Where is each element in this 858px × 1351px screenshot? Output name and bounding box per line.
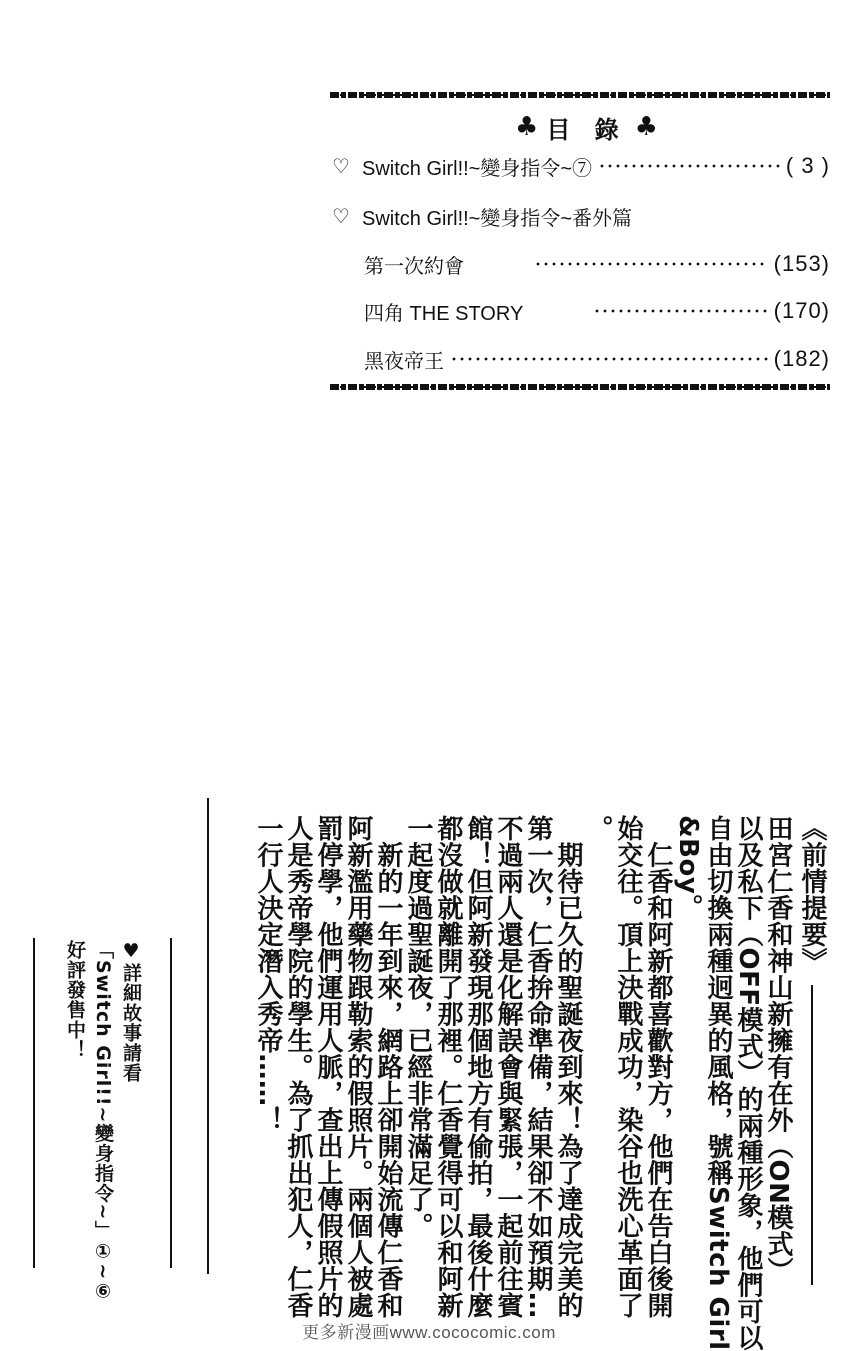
heading-rule <box>811 985 813 1285</box>
heart-outline-icon: ♡ <box>332 205 350 228</box>
note-line: 「Switch Girl!!~變身指令~」①~⑥ <box>92 940 114 1304</box>
synopsis-line: 都沒做就離開了那裡。仁香覺得可以和阿新 <box>433 815 463 1319</box>
toc-entry-four-corners <box>364 295 830 327</box>
note-rule <box>33 938 35 1268</box>
note-line: ♥詳細故事請看 <box>120 940 142 1083</box>
dot-leader <box>450 357 768 361</box>
heart-outline-icon: ♡ <box>332 155 350 178</box>
synopsis-line: 一行人決定潛入秀帝……！ <box>253 815 283 1133</box>
toc-entry-label: 黑夜帝王 <box>364 350 444 373</box>
toc-entry-page: (153) <box>773 251 830 276</box>
toc-entry-first-date <box>364 248 830 280</box>
synopsis-line: 罰停學，他們運用人脈，查出上傳假照片的 <box>313 815 343 1319</box>
toc-entry-label: Switch Girl!!~變身指令~⑦ <box>362 157 593 180</box>
synopsis-line: 一起度過聖誕夜，已經非常滿足了。 <box>403 815 433 1239</box>
synopsis-line: 阿新濫用藥物跟勒索的假照片。兩個人被處 <box>343 815 373 1319</box>
toc-entry-extra <box>330 200 830 232</box>
note-rule <box>170 938 172 1268</box>
synopsis-line: 田宮仁香和神山新擁有在外（ON模式） <box>763 815 793 1284</box>
toc-entry-page: (182) <box>773 346 830 371</box>
toc-entry-page: ( 3 ) <box>785 153 830 178</box>
synopsis-line: 仁香和阿新都喜歡對方，他們在告白後開 <box>643 815 673 1319</box>
synopsis-line: 始交往。頂上決戰成功，染谷也洗心革面了 <box>613 815 643 1319</box>
toc-entry-label: Switch Girl!!~變身指令~番外篇 <box>362 207 633 230</box>
divider-line <box>207 798 209 1274</box>
dot-leader <box>534 262 768 266</box>
dot-leader <box>593 309 767 313</box>
toc-bottom-rule <box>330 384 830 390</box>
toc-entry-night-emperor <box>364 343 830 375</box>
synopsis-line: 以及私下（OFF模式）的兩種形象，他們可以 <box>733 815 763 1351</box>
toc-top-rule <box>330 92 830 98</box>
club-icon: ♣ <box>515 112 539 142</box>
dot-leader <box>598 164 780 168</box>
synopsis-line: 人是秀帝學院的學生。為了抓出犯人，仁香 <box>283 815 313 1319</box>
watermark-footer: 更多新漫画www.cococomic.com <box>302 1323 556 1342</box>
synopsis-line: &Boy。 <box>673 815 703 921</box>
toc-entry-page: (170) <box>773 298 830 323</box>
synopsis-line: 不過兩人還是化解誤會與緊張，一起前往賓 <box>493 815 523 1319</box>
synopsis-line: 。 <box>583 815 613 842</box>
note-line: 好評發售中！ <box>64 940 86 1060</box>
toc-entry-volume-7 <box>330 150 830 182</box>
toc-title <box>515 110 658 144</box>
synopsis-line: 第一次，仁香拚命準備，結果卻不如預期… <box>523 815 553 1319</box>
toc-entry-label: 四角 THE STORY <box>364 302 524 325</box>
toc-title-text: 目 錄 <box>546 115 627 144</box>
synopsis-line: 期待已久的聖誕夜到來！為了達成完美的 <box>553 815 583 1319</box>
synopsis-line: 館！但阿新發現那個地方有偷拍，最後什麼 <box>463 815 493 1319</box>
synopsis-line: 新的一年到來，網路上卻開始流傳仁香和 <box>373 815 403 1319</box>
toc-entry-label: 第一次約會 <box>364 255 464 278</box>
synopsis-line: 自由切換兩種迥異的風格，號稱Switch Girl <box>703 815 733 1351</box>
club-icon: ♣ <box>634 112 658 142</box>
synopsis-heading: 《前情提要》 <box>797 815 827 974</box>
